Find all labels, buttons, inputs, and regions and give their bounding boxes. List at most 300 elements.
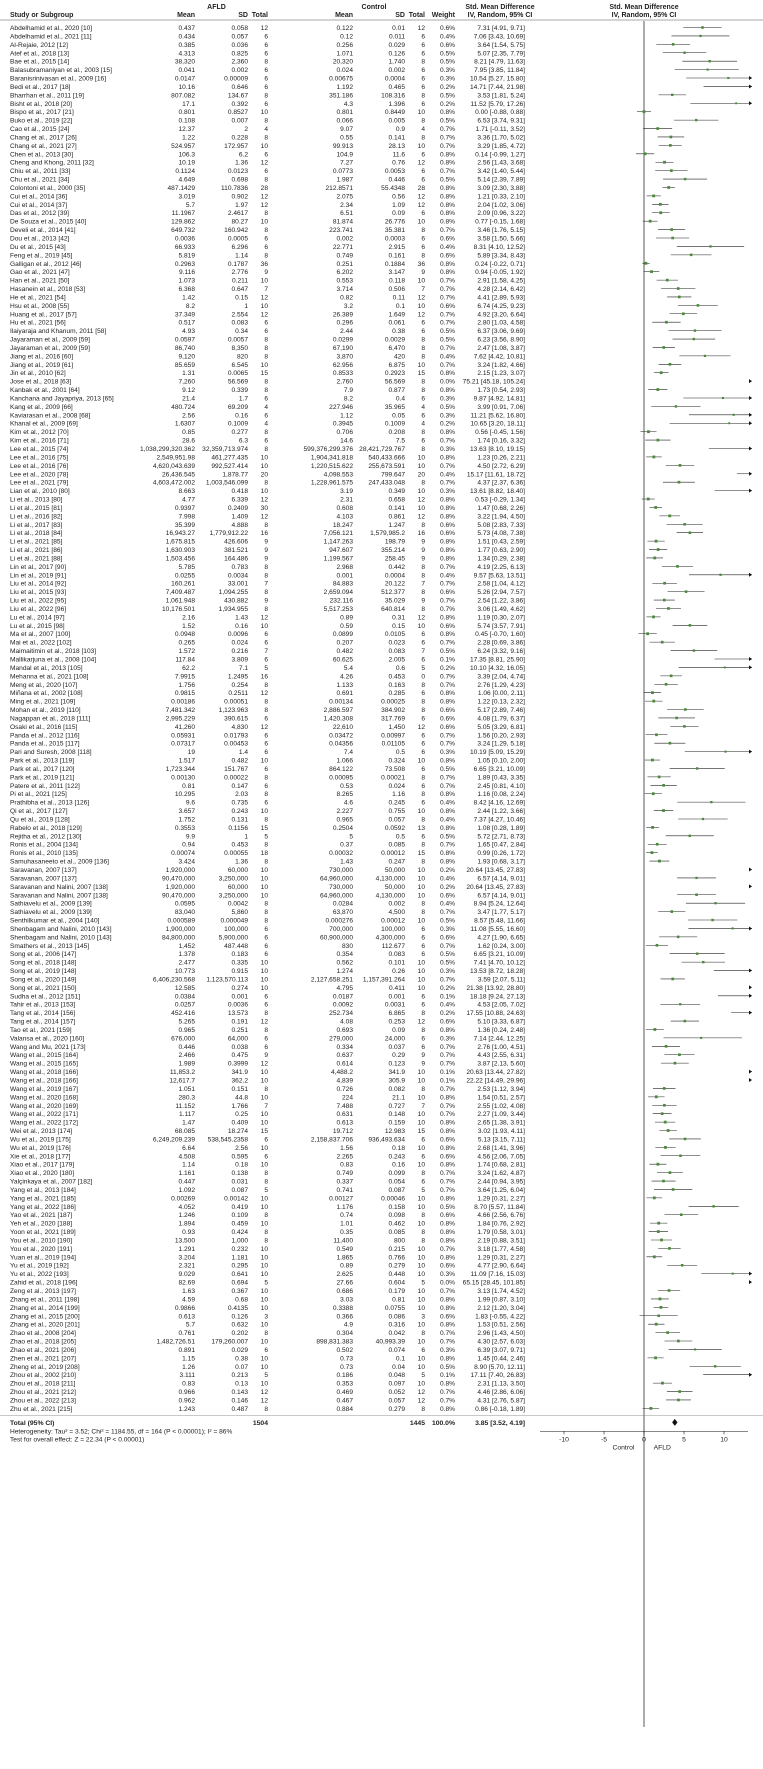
study-name: Prathibha et al., 2013 [126] xyxy=(10,799,90,807)
afld-sd: 0.251 xyxy=(231,1026,248,1034)
afld-mean: 10.295 xyxy=(174,791,195,799)
afld-total: 5 xyxy=(264,1186,268,1194)
study-weight: 0.8% xyxy=(439,210,455,218)
study-effect-square xyxy=(669,742,672,745)
study-weight: 0.8% xyxy=(439,159,455,167)
control-sd: 0.0004 xyxy=(384,75,405,83)
control-sd: 100,000 xyxy=(381,925,405,933)
study-weight: 0.2% xyxy=(439,984,455,992)
afld-total: 10 xyxy=(260,277,268,285)
study-name: Chang et al., 2021 [27] xyxy=(10,142,77,150)
afld-total: 8 xyxy=(264,900,268,908)
axis-label-favours-control: Control xyxy=(612,1444,635,1452)
control-total: 10 xyxy=(417,1321,425,1329)
study-effect-square xyxy=(696,767,698,769)
afld-total: 8 xyxy=(264,353,268,361)
study-smd-ci: 2.31 [1.13, 3.50] xyxy=(477,1380,525,1388)
study-effect-square xyxy=(678,1390,681,1393)
control-sd: 512.377 xyxy=(381,589,405,597)
control-sd: 0.279 xyxy=(388,1405,405,1413)
study-effect-square xyxy=(707,69,709,71)
study-smd-ci: 3.09 [2.30, 3.88] xyxy=(477,184,525,192)
study-name: Atef et al., 2018 [13] xyxy=(10,50,70,58)
study-name: Lin et al., 2019 [91] xyxy=(10,572,67,580)
control-mean: 64,960,000 xyxy=(319,875,353,883)
study-name: Hasanein et al., 2018 [53] xyxy=(10,286,86,294)
afld-mean: 0.517 xyxy=(178,319,195,327)
control-sd: 0.1 xyxy=(395,302,405,310)
ci-overflow-arrow xyxy=(749,379,752,383)
study-name: Yu et al., 2019 [192] xyxy=(10,1262,69,1270)
study-name: Kang et al., 2009 [66] xyxy=(10,403,73,411)
study-smd-ci: 9.87 [4.92, 14.81] xyxy=(473,395,525,403)
control-total: 12 xyxy=(417,311,425,319)
study-smd-ci: 17.55 [10.88, 24.63] xyxy=(466,1010,525,1018)
control-total: 6 xyxy=(421,925,425,933)
afld-total: 10 xyxy=(260,1069,268,1077)
study-weight: 0.8% xyxy=(439,260,455,268)
afld-mean: 480.724 xyxy=(171,403,195,411)
control-sd: 0.0105 xyxy=(384,631,405,639)
afld-sd: 0.1009 xyxy=(227,420,248,428)
control-mean: 9.07 xyxy=(340,126,353,134)
ci-overflow-arrow xyxy=(749,1272,752,1276)
afld-mean: 9,120 xyxy=(178,353,195,361)
afld-sd: 0.3999 xyxy=(227,1060,248,1068)
study-smd-ci: 2.58 [1.04, 4.12] xyxy=(477,580,525,588)
study-smd-ci: 4.37 [2.37, 6.36] xyxy=(477,479,525,487)
control-sd: 0.05 xyxy=(392,412,405,420)
afld-sd: 0.0036 xyxy=(227,1001,248,1009)
study-effect-square xyxy=(678,296,681,299)
control-mean: 4,098.553 xyxy=(323,471,353,479)
control-mean: 2.31 xyxy=(340,496,353,504)
header-smd-plot-method: IV, Random, 95% CI xyxy=(611,12,677,19)
control-total: 10 xyxy=(417,1271,425,1279)
control-total: 10 xyxy=(417,1288,425,1295)
control-sd: 0.159 xyxy=(388,1119,405,1127)
control-sd: 0.81 xyxy=(392,1296,405,1304)
control-sd: 0.057 xyxy=(388,1397,405,1405)
control-mean: 0.000276 xyxy=(325,917,353,925)
afld-sd: 69.209 xyxy=(227,403,248,411)
study-smd-ci: 5.26 [2.94, 7.57] xyxy=(477,589,525,597)
study-weight: 0.8% xyxy=(439,269,455,277)
control-mean: 3,870 xyxy=(336,353,353,361)
study-weight: 0.3% xyxy=(439,488,455,496)
afld-mean: 12.37 xyxy=(178,126,195,134)
afld-mean: 62.2 xyxy=(182,664,195,672)
control-total: 8 xyxy=(421,1212,425,1220)
afld-mean: 5.7 xyxy=(185,1321,195,1329)
control-sd: 0.766 xyxy=(388,1254,405,1262)
afld-total: 10 xyxy=(260,1220,268,1228)
study-weight: 0.8% xyxy=(439,218,455,226)
afld-total: 8 xyxy=(264,210,268,218)
total-afld: 1504 xyxy=(252,1419,268,1427)
afld-total: 10 xyxy=(260,1119,268,1127)
control-sd: 0.083 xyxy=(388,648,405,656)
study-weight: 0.8% xyxy=(439,690,455,698)
afld-total: 8 xyxy=(264,774,268,782)
control-total: 10 xyxy=(417,218,425,226)
study-weight: 0.2% xyxy=(439,1010,455,1018)
afld-sd: 1,094.255 xyxy=(218,589,248,597)
control-total: 6 xyxy=(421,75,425,83)
afld-mean: 37.349 xyxy=(174,311,195,319)
afld-mean: 0.85 xyxy=(182,429,195,437)
study-name: Song et al., 2019 [148] xyxy=(10,968,77,976)
afld-mean: 5.785 xyxy=(178,563,195,571)
study-name: Yao et al., 2021 [187] xyxy=(10,1212,73,1220)
control-mean: 0.884 xyxy=(336,1405,353,1413)
study-effect-square xyxy=(650,270,653,273)
study-effect-square xyxy=(658,776,661,779)
afld-mean: 1.517 xyxy=(178,757,195,765)
study-name: Saravanan and Nalini, 2007 [138] xyxy=(10,892,108,900)
control-sd: 540,433.666 xyxy=(368,454,405,462)
study-effect-square xyxy=(666,1331,669,1334)
heterogeneity-stats: Heterogeneity: Tau² = 3.52; Chi² = 1184.55, df = 164 (P < 0.00001); I² = 86% xyxy=(10,1428,233,1436)
study-effect-square xyxy=(678,481,681,484)
control-mean: 1.865 xyxy=(336,1254,353,1262)
control-total: 10 xyxy=(417,1161,425,1169)
afld-mean: 0.447 xyxy=(178,1178,195,1186)
afld-mean: 0.00269 xyxy=(171,1195,195,1203)
control-total: 8 xyxy=(421,1229,425,1237)
study-smd-ci: 3.39 [2.04, 4.74] xyxy=(477,673,525,681)
afld-sd: 2.776 xyxy=(231,269,248,277)
afld-mean: 0.966 xyxy=(178,1389,195,1397)
control-sd: 0.148 xyxy=(388,1111,405,1119)
control-sd: 0.324 xyxy=(388,757,405,765)
control-sd: 0.00046 xyxy=(381,1195,405,1203)
control-sd: 11.6 xyxy=(392,151,405,159)
study-weight: 0.8% xyxy=(439,513,455,521)
control-total: 6 xyxy=(421,934,425,942)
control-sd: 0.002 xyxy=(388,67,405,75)
control-mean: 104.9 xyxy=(336,151,353,159)
study-smd-ci: 4.77 [2.90, 6.64] xyxy=(477,1262,525,1270)
study-effect-square xyxy=(719,574,721,576)
study-smd-ci: 1.47 [0.68, 2.26] xyxy=(477,504,525,512)
x-axis-tick-label: -10 xyxy=(559,1436,569,1444)
control-sd: 35.029 xyxy=(384,597,405,605)
control-mean: 0.35 xyxy=(340,1229,353,1237)
control-mean: 0.83 xyxy=(340,1161,353,1169)
control-mean: 20,320 xyxy=(332,58,353,66)
afld-total: 6 xyxy=(264,934,268,942)
ci-overflow-arrow xyxy=(749,750,752,754)
afld-sd: 6.2 xyxy=(238,151,248,159)
afld-mean: 487.1429 xyxy=(167,184,195,192)
study-smd-ci: 6.37 [3.06, 9.69] xyxy=(477,328,525,336)
study-smd-ci: 3.87 [2.13, 5.60] xyxy=(477,1060,525,1068)
study-smd-ci: 3.64 [1.25, 6.04] xyxy=(477,1186,525,1194)
study-weight: 0.7% xyxy=(439,909,455,917)
ci-overflow-arrow xyxy=(749,1011,752,1015)
study-weight: 0.6% xyxy=(439,530,455,538)
study-weight: 0.8% xyxy=(439,387,455,395)
study-smd-ci: 7.31 [4.91, 9.71] xyxy=(477,25,525,32)
control-mean: 5 xyxy=(349,833,353,841)
afld-total: 9 xyxy=(264,547,268,555)
control-total: 36 xyxy=(417,260,425,268)
control-total: 6 xyxy=(421,656,425,664)
afld-total: 10 xyxy=(260,302,268,310)
study-effect-square xyxy=(672,43,675,46)
afld-sd: 0.735 xyxy=(231,799,248,807)
study-smd-ci: 7.41 [4.70, 10.12] xyxy=(473,959,525,967)
control-sd: 0.462 xyxy=(388,1220,405,1228)
control-total: 10 xyxy=(417,875,425,883)
afld-total: 12 xyxy=(260,25,268,32)
afld-sd: 390.615 xyxy=(224,715,248,723)
control-sd: 12.983 xyxy=(384,1128,405,1136)
control-mean: 0.2504 xyxy=(332,824,353,832)
control-sd: 26.776 xyxy=(384,218,405,226)
control-total: 9 xyxy=(421,1052,425,1060)
afld-total: 9 xyxy=(264,269,268,277)
study-name: Han et al., 2021 [50] xyxy=(10,277,70,285)
afld-total: 6 xyxy=(264,732,268,740)
control-sd: 255,673.591 xyxy=(368,462,405,470)
afld-sd: 44.8 xyxy=(235,1094,248,1102)
study-weight: 0.7% xyxy=(439,563,455,571)
control-total: 10 xyxy=(417,1304,425,1312)
control-total: 0 xyxy=(421,673,425,681)
afld-sd: 426.606 xyxy=(224,538,248,546)
afld-sd: 4.888 xyxy=(231,521,248,529)
study-effect-square xyxy=(711,919,713,921)
afld-mean: 0.0597 xyxy=(174,336,195,344)
study-name: Zahid et al., 2018 [196] xyxy=(10,1279,78,1287)
afld-total: 6 xyxy=(264,168,268,176)
study-smd-ci: 14.71 [7.44, 21.98] xyxy=(470,83,525,91)
study-name: Kim et al., 2016 [71] xyxy=(10,437,69,445)
afld-sd: 0.0123 xyxy=(227,168,248,176)
study-weight: 0.3% xyxy=(439,1346,455,1354)
ci-overflow-arrow xyxy=(749,1078,752,1082)
study-weight: 0.4% xyxy=(439,471,455,479)
study-effect-square xyxy=(727,77,729,79)
study-effect-square xyxy=(685,590,688,593)
control-sd: 1,579,985.2 xyxy=(370,530,405,538)
header-mean-control: Mean xyxy=(335,12,353,19)
study-smd-ci: 2.96 [1.43, 4.50] xyxy=(477,1330,525,1338)
study-smd-ci: 1.51 [0.43, 2.59] xyxy=(477,538,525,546)
control-total: 8 xyxy=(421,1010,425,1018)
study-smd-ci: 3.18 [1.77, 4.58] xyxy=(477,1245,525,1253)
study-name: Chiu et al., 2011 [33] xyxy=(10,168,71,176)
study-effect-square xyxy=(702,818,704,820)
study-weight: 0.7% xyxy=(439,1245,455,1253)
control-mean: 4.9 xyxy=(343,1321,353,1329)
control-mean: 0.706 xyxy=(336,429,353,437)
study-smd-ci: 3.59 [2.07, 5.11] xyxy=(477,976,525,984)
study-weight: 0.7% xyxy=(439,311,455,319)
afld-mean: 17.1 xyxy=(182,100,195,108)
study-weight: 0.7% xyxy=(439,681,455,689)
control-sd: 28,421,729.767 xyxy=(359,446,405,453)
control-sd: 1,157,391.264 xyxy=(362,976,405,984)
study-weight: 0.7% xyxy=(439,1085,455,1093)
afld-total: 5 xyxy=(264,1279,268,1287)
afld-mean: 84,800,000 xyxy=(161,934,195,942)
study-name: Saravanan, 2007 [137] xyxy=(10,867,77,874)
afld-mean: 1,061.948 xyxy=(165,597,195,605)
study-weight: 0.1% xyxy=(439,993,455,1001)
study-weight: 0.8% xyxy=(439,538,455,546)
afld-sd: 0.274 xyxy=(231,984,248,992)
study-name: Abdelhamid et al., 2021 [11] xyxy=(10,33,92,41)
study-effect-square xyxy=(684,178,686,180)
control-sd: 1.247 xyxy=(388,521,405,529)
control-mean: 1,147.263 xyxy=(323,538,353,546)
control-mean: 0.553 xyxy=(336,277,353,285)
afld-total: 6 xyxy=(264,782,268,790)
afld-sd: 0.202 xyxy=(231,1330,248,1338)
control-total: 8 xyxy=(421,1330,425,1338)
pooled-diamond xyxy=(672,1419,677,1426)
control-sd: 0.00021 xyxy=(381,774,405,782)
afld-sd: 0.00055 xyxy=(224,850,248,858)
afld-total: 15 xyxy=(260,1128,268,1136)
control-total: 4 xyxy=(421,403,425,411)
study-name: Sathiavelu et al., 2009 [139] xyxy=(10,900,92,908)
study-effect-square xyxy=(683,523,686,526)
control-sd: 0.18 xyxy=(392,1144,405,1152)
study-smd-ci: 2.04 [1.02, 3.06] xyxy=(477,201,525,209)
afld-sd: 0.00453 xyxy=(224,740,248,748)
study-weight: 0.6% xyxy=(439,934,455,942)
afld-total: 8 xyxy=(264,336,268,344)
study-effect-square xyxy=(666,279,669,282)
control-mean: 0.001 xyxy=(336,572,353,580)
afld-mean: 7,481.342 xyxy=(165,707,195,715)
control-mean: 4.08 xyxy=(340,1018,353,1026)
study-name: Tahir et al., 2013 [153] xyxy=(10,1001,76,1009)
control-sd: 73.508 xyxy=(384,765,405,773)
study-smd-ci: 4.66 [2.56, 6.76] xyxy=(477,1212,525,1220)
control-total: 8 xyxy=(421,387,425,395)
afld-mean: 3.019 xyxy=(178,193,195,201)
study-effect-square xyxy=(663,161,666,164)
ci-overflow-arrow xyxy=(749,573,752,577)
study-name: Wang et al., 2015 [164] xyxy=(10,1052,78,1060)
control-total: 6 xyxy=(421,799,425,807)
afld-total: 8 xyxy=(264,176,268,184)
study-smd-ci: 3.24 [1.82, 4.66] xyxy=(477,361,525,369)
control-sd: 0.011 xyxy=(388,33,405,41)
study-smd-ci: 65.15 [28.45, 101.85] xyxy=(462,1279,525,1287)
study-effect-square xyxy=(651,691,654,694)
study-name: Abdelhamid et al., 2020 [10] xyxy=(10,25,93,32)
control-total: 12 xyxy=(417,513,425,521)
afld-mean: 0.0036 xyxy=(174,235,195,243)
control-mean: 0.631 xyxy=(336,1111,353,1119)
control-sd: 4,130,000 xyxy=(375,875,405,883)
study-weight: 0.6% xyxy=(439,521,455,529)
afld-mean: 1.246 xyxy=(178,1212,195,1220)
study-smd-ci: 5.08 [2.83, 7.33] xyxy=(477,521,525,529)
study-effect-square xyxy=(644,152,647,155)
afld-total: 8 xyxy=(264,909,268,917)
study-weight: 0.8% xyxy=(439,151,455,159)
study-name: Panda et al., 2012 [116] xyxy=(10,732,80,740)
afld-sd: 0.126 xyxy=(231,1313,248,1321)
afld-mean: 0.385 xyxy=(178,41,195,49)
afld-mean: 0.0147 xyxy=(174,75,195,83)
afld-total: 10 xyxy=(260,1094,268,1102)
header-total-afld: Total xyxy=(251,12,268,19)
control-sd: 0.054 xyxy=(388,1178,405,1186)
study-effect-square xyxy=(670,910,673,913)
study-name: Saravanan and Nalini, 2007 [138] xyxy=(10,883,108,891)
afld-sd: 110.7836 xyxy=(220,184,248,192)
control-total: 8 xyxy=(421,909,425,917)
control-sd: 0.727 xyxy=(388,1102,405,1110)
control-sd: 799.647 xyxy=(381,471,405,479)
afld-mean: 0.0255 xyxy=(174,572,195,580)
control-total: 10 xyxy=(417,1069,425,1077)
study-effect-square xyxy=(694,329,696,331)
study-weight: 0.0% xyxy=(439,378,455,386)
study-weight: 0.2% xyxy=(439,83,455,91)
afld-total: 6 xyxy=(264,412,268,420)
control-mean: 351.186 xyxy=(329,92,353,100)
study-name: Yang et al., 2022 [186] xyxy=(10,1203,76,1211)
study-weight: 0.7% xyxy=(439,1052,455,1060)
afld-mean: 1.756 xyxy=(178,681,195,689)
study-effect-square xyxy=(645,262,648,265)
control-total: 10 xyxy=(417,622,425,630)
study-name: Lin et al., 2017 [90] xyxy=(10,563,67,571)
study-weight: 0.5% xyxy=(439,917,455,925)
control-mean: 252.734 xyxy=(329,1010,353,1018)
control-sd: 1.09 xyxy=(392,201,405,209)
control-total: 4 xyxy=(421,126,425,134)
afld-sd: 6.296 xyxy=(231,243,248,251)
control-mean: 99.913 xyxy=(332,142,353,150)
study-smd-ci: 1.45 [0.44, 2.46] xyxy=(477,1355,525,1363)
study-smd-ci: 7.95 [3.85, 11.84] xyxy=(474,67,525,75)
control-sd: 0.15 xyxy=(392,622,405,630)
study-name: Lee et al., 2016 [76] xyxy=(10,462,69,470)
study-smd-ci: 20.64 [13.45, 27.83] xyxy=(466,867,525,874)
control-mean: 0.965 xyxy=(336,816,353,824)
control-sd: 0.00012 xyxy=(381,850,405,858)
control-total: 12 xyxy=(417,294,425,302)
ci-overflow-arrow xyxy=(749,472,752,476)
control-sd: 21.1 xyxy=(392,1094,405,1102)
control-mean: 11,400 xyxy=(333,1237,353,1245)
afld-total: 9 xyxy=(264,538,268,546)
study-smd-ci: 7.62 [4.42, 10.81] xyxy=(473,353,525,361)
afld-sd: 0.232 xyxy=(231,1245,248,1253)
study-name: Liu et al., 2015 [93] xyxy=(10,589,67,597)
afld-total: 6 xyxy=(264,1136,268,1144)
afld-mean: 1.22 xyxy=(182,134,195,142)
study-effect-square xyxy=(669,1171,672,1174)
afld-total: 6 xyxy=(264,1035,268,1043)
study-weight: 0.7% xyxy=(439,168,455,176)
ci-overflow-arrow xyxy=(749,447,752,451)
study-weight: 0.7% xyxy=(439,361,455,369)
control-sd: 0.1009 xyxy=(384,420,405,428)
afld-mean: 1,675.815 xyxy=(165,538,195,546)
afld-mean: 90,470,000 xyxy=(161,892,195,900)
